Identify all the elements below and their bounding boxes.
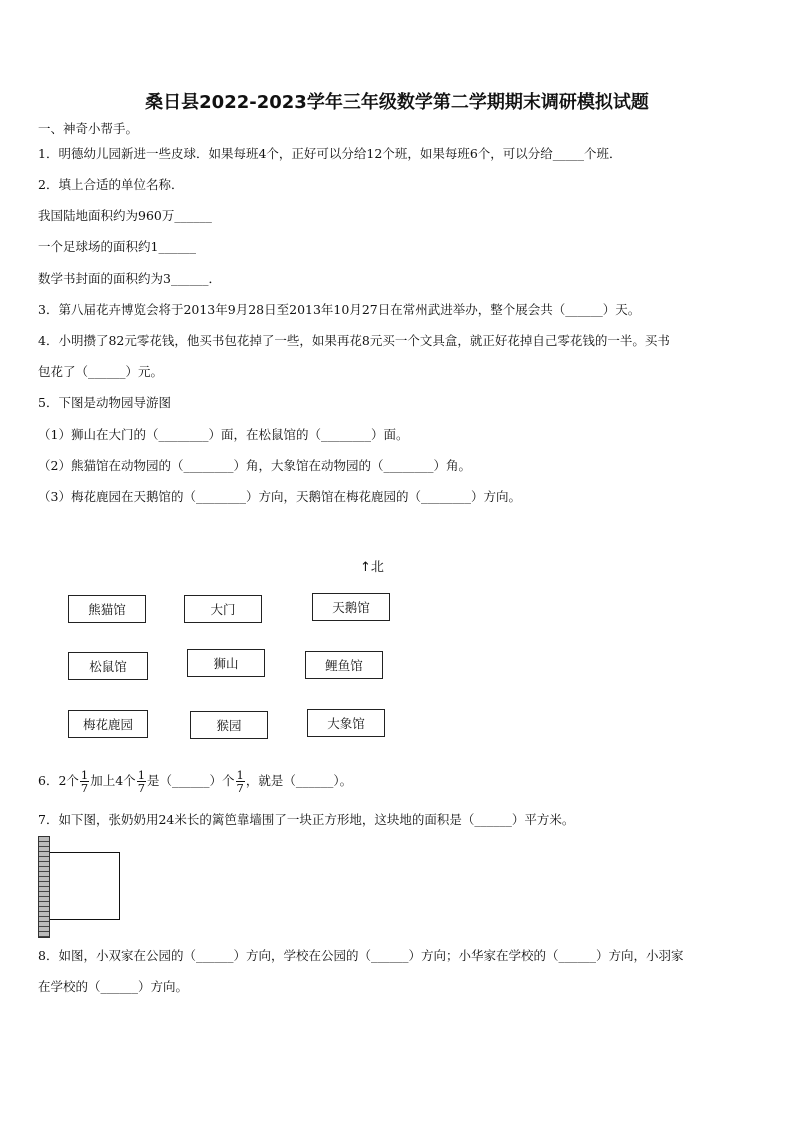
fraction-denominator: 7 <box>80 781 89 795</box>
fraction-one-seventh <box>80 769 89 794</box>
map-box-elephant-hall: 大象馆 <box>307 709 385 737</box>
map-box-deer-garden: 梅花鹿园 <box>68 710 148 738</box>
fraction-denominator: 7 <box>137 781 146 795</box>
question-2c: 数学书封面的面积约为3______． <box>38 271 221 286</box>
question-5-part3: （3）梅花鹿园在天鹅馆的（________）方向，天鹅馆在梅花鹿园的（________）方向。 <box>38 489 521 504</box>
map-box-main-gate: 大门 <box>184 595 262 623</box>
question-2b: 一个足球场的面积约1______ <box>38 239 196 254</box>
question-1: 1．明德幼儿园新进一些皮球．如果每班4个，正好可以分给12个班，如果每班6个，可以分给_____个班． <box>38 146 622 161</box>
wall-figure <box>38 836 50 938</box>
question-8-line1: 8．如图，小双家在公园的（______）方向，学校在公园的（______）方向；小华家在学校的（______）方向，小羽家 <box>38 948 684 963</box>
north-arrow-label: ↑北 <box>360 560 384 575</box>
fraction-numerator: 1 <box>80 768 89 782</box>
map-box-squirrel-hall: 松鼠馆 <box>68 652 148 680</box>
question-2a: 我国陆地面积约为960万______ <box>38 208 212 223</box>
question-6-text-a: 6．2个 <box>38 773 79 788</box>
square-fence-figure <box>50 852 120 920</box>
question-4-line1: 4．小明攒了82元零花钱，他买书包花掉了一些，如果再花8元买一个文具盒，就正好花掉自己零花钱的一半。买书 <box>38 333 670 348</box>
fraction-denominator: 7 <box>236 781 244 795</box>
section-heading: 一、神奇小帮手。 <box>38 121 139 136</box>
question-6-text-c: 是（______）个 <box>147 773 235 788</box>
fraction-numerator: 1 <box>137 768 146 782</box>
map-box-swan-hall: 天鹅馆 <box>312 593 390 621</box>
map-box-carp-hall: 鲤鱼馆 <box>305 651 383 679</box>
map-box-panda-hall: 熊猫馆 <box>68 595 146 623</box>
question-5-part1: （1）狮山在大门的（________）面，在松鼠馆的（________）面。 <box>38 427 409 442</box>
map-box-lion-hill: 狮山 <box>187 649 265 677</box>
question-4-line2: 包花了（______）元。 <box>38 364 164 379</box>
fraction-one-seventh <box>137 769 146 794</box>
question-5-part2: （2）熊猫馆在动物园的（________）角，大象馆在动物园的（________）角。 <box>38 458 471 473</box>
question-3: 3．第八届花卉博览会将于2013年9月28日至2013年10月27日在常州武进举办，整个展会共（______）天。 <box>38 302 641 317</box>
question-6-text-b: 加上4个 <box>90 773 136 788</box>
question-5: 5．下图是动物园导游图 <box>38 395 171 410</box>
question-7: 7．如下图，张奶奶用24米长的篱笆靠墙围了一块正方形地，这块地的面积是（______）平方米。 <box>38 812 575 827</box>
page-title: 桑日县2022-2023学年三年级数学第二学期期末调研模拟试题 <box>145 92 649 113</box>
fraction-one-seventh <box>236 769 245 794</box>
fraction-numerator: 1 <box>236 768 244 782</box>
question-2: 2．填上合适的单位名称． <box>38 177 184 192</box>
question-8-line2: 在学校的（______）方向。 <box>38 979 189 994</box>
question-6 <box>38 766 352 800</box>
map-box-monkey-garden: 猴园 <box>190 711 268 739</box>
question-6-text-d: ，就是（______）。 <box>245 773 353 788</box>
